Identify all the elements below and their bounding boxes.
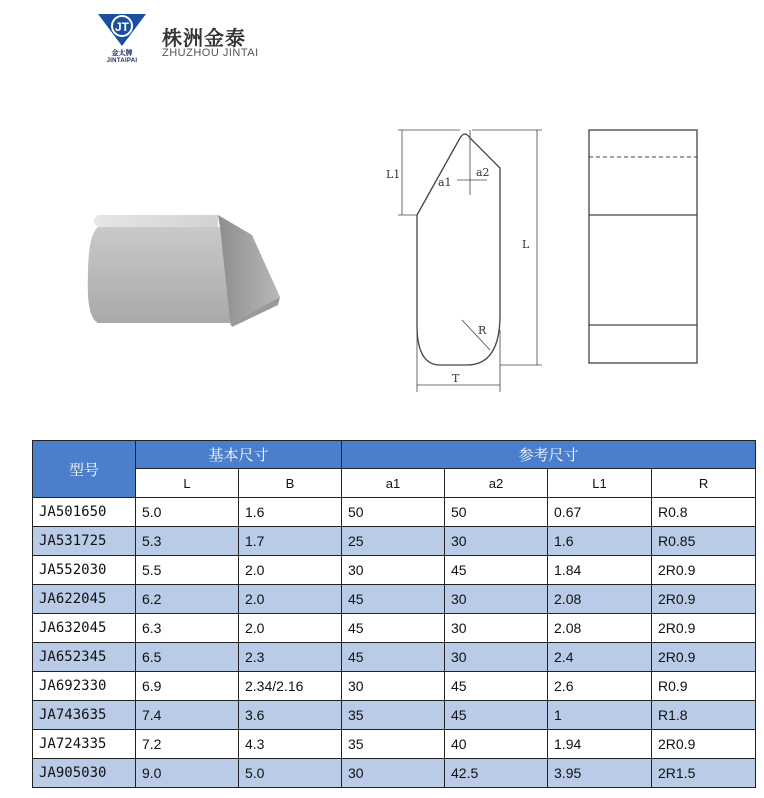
cell-model: JA552030 <box>33 556 136 585</box>
cell-model: JA743635 <box>33 701 136 730</box>
cell-b: 4.3 <box>239 730 342 759</box>
cell-model: JA622045 <box>33 585 136 614</box>
cell-l: 5.3 <box>136 527 239 556</box>
cell-model: JA652345 <box>33 643 136 672</box>
cell-l: 6.2 <box>136 585 239 614</box>
table-row <box>33 527 756 556</box>
cell-a1: 50 <box>342 498 445 527</box>
cell-b: 3.6 <box>239 701 342 730</box>
cell-b: 5.0 <box>239 759 342 788</box>
cell-r: 2R0.9 <box>652 730 756 759</box>
cell-model: JA632045 <box>33 614 136 643</box>
cell-r: R1.8 <box>652 701 756 730</box>
cell-l1: 0.67 <box>548 498 652 527</box>
cell-b: 2.0 <box>239 556 342 585</box>
cell-a1: 25 <box>342 527 445 556</box>
cell-l1: 2.08 <box>548 614 652 643</box>
logo-initials: JT <box>114 20 130 34</box>
cell-a1: 45 <box>342 643 445 672</box>
cell-a2: 40 <box>445 730 548 759</box>
brand-name-en: JINTAIPAI <box>106 58 138 64</box>
table-subheader-row <box>33 469 756 498</box>
cell-l: 6.9 <box>136 672 239 701</box>
cell-a1: 30 <box>342 556 445 585</box>
cell-l1: 3.95 <box>548 759 652 788</box>
product-3d-illustration <box>80 205 290 330</box>
subheader-l: L <box>136 469 239 498</box>
cell-l: 5.5 <box>136 556 239 585</box>
cell-a2: 30 <box>445 585 548 614</box>
cell-a2: 30 <box>445 614 548 643</box>
company-name-en: ZHUZHOU JINTAI <box>162 47 259 59</box>
cell-r: R0.8 <box>652 498 756 527</box>
cell-a2: 50 <box>445 498 548 527</box>
cell-l1: 1.6 <box>548 527 652 556</box>
header-basic-dimensions: 基本尺寸 <box>136 441 342 469</box>
cell-b: 2.0 <box>239 585 342 614</box>
cell-a2: 30 <box>445 527 548 556</box>
brand-name-cn: 金太牌 <box>111 49 133 57</box>
subheader-b: B <box>239 469 342 498</box>
cell-a1: 30 <box>342 672 445 701</box>
cell-a2: 45 <box>445 556 548 585</box>
cell-r: 2R1.5 <box>652 759 756 788</box>
cell-model: JA692330 <box>33 672 136 701</box>
dim-label-a2: a2 <box>476 166 490 179</box>
company-name-cn: 株洲金泰 <box>162 26 246 50</box>
cell-l1: 1 <box>548 701 652 730</box>
cell-a1: 45 <box>342 585 445 614</box>
cell-a2: 45 <box>445 701 548 730</box>
subheader-r: R <box>652 469 756 498</box>
cell-r: R0.85 <box>652 527 756 556</box>
table-row <box>33 585 756 614</box>
cell-a2: 30 <box>445 643 548 672</box>
cell-a2: 45 <box>445 672 548 701</box>
cell-a1: 35 <box>342 730 445 759</box>
cell-a1: 35 <box>342 701 445 730</box>
cell-r: 2R0.9 <box>652 585 756 614</box>
dim-label-a1: a1 <box>438 176 452 189</box>
cell-l1: 2.08 <box>548 585 652 614</box>
cell-l1: 2.4 <box>548 643 652 672</box>
cell-l: 7.2 <box>136 730 239 759</box>
cell-r: 2R0.9 <box>652 614 756 643</box>
cell-l: 6.3 <box>136 614 239 643</box>
cell-l1: 1.84 <box>548 556 652 585</box>
table-row <box>33 498 756 527</box>
cell-b: 1.6 <box>239 498 342 527</box>
cell-model: JA905030 <box>33 759 136 788</box>
cell-b: 2.34/2.16 <box>239 672 342 701</box>
cell-r: R0.9 <box>652 672 756 701</box>
cell-l1: 1.94 <box>548 730 652 759</box>
technical-drawing <box>372 120 712 405</box>
cell-b: 2.3 <box>239 643 342 672</box>
cell-l: 6.5 <box>136 643 239 672</box>
table-row <box>33 701 756 730</box>
cell-model: JA501650 <box>33 498 136 527</box>
cell-a1: 45 <box>342 614 445 643</box>
cell-l: 7.4 <box>136 701 239 730</box>
cell-r: 2R0.9 <box>652 556 756 585</box>
cell-model: JA531725 <box>33 527 136 556</box>
cell-b: 2.0 <box>239 614 342 643</box>
table-header-row <box>33 441 756 469</box>
subheader-a2: a2 <box>445 469 548 498</box>
table-row <box>33 730 756 759</box>
cell-l: 5.0 <box>136 498 239 527</box>
table-body <box>33 498 756 788</box>
dim-label-r: R <box>478 324 487 337</box>
cell-r: 2R0.9 <box>652 643 756 672</box>
cell-l1: 2.6 <box>548 672 652 701</box>
cell-l: 9.0 <box>136 759 239 788</box>
spec-table <box>32 440 756 788</box>
cell-a1: 30 <box>342 759 445 788</box>
table-row <box>33 556 756 585</box>
table-row <box>33 643 756 672</box>
dim-label-t: T <box>452 372 460 385</box>
cell-model: JA724335 <box>33 730 136 759</box>
subheader-l1: L1 <box>548 469 652 498</box>
header-reference-dimensions: 参考尺寸 <box>342 441 756 469</box>
dim-label-l: L <box>522 238 530 251</box>
table-row <box>33 759 756 788</box>
dim-label-l1: L1 <box>386 168 401 181</box>
header-model: 型号 <box>33 441 136 498</box>
cell-b: 1.7 <box>239 527 342 556</box>
table-row <box>33 614 756 643</box>
table-row <box>33 672 756 701</box>
cell-a2: 42.5 <box>445 759 548 788</box>
subheader-a1: a1 <box>342 469 445 498</box>
